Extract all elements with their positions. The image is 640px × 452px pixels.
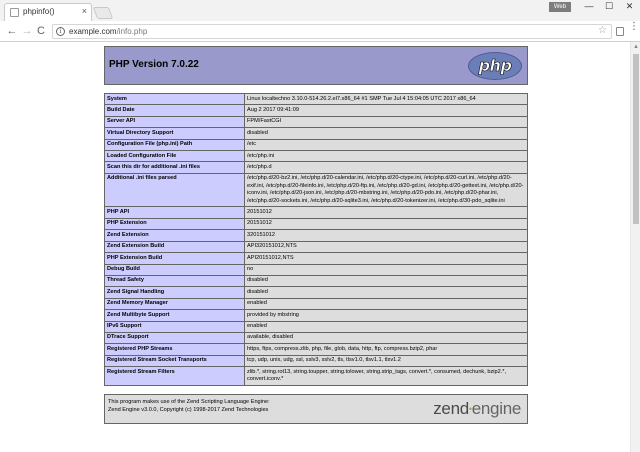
table-row	[105, 298, 528, 309]
site-info-icon[interactable]: i	[56, 27, 65, 36]
config-key: Server API	[105, 116, 245, 127]
config-value: /etc/php.d	[245, 162, 528, 173]
table-row	[105, 94, 528, 105]
page-scrollbar[interactable]	[630, 42, 640, 452]
config-key: PHP Extension Build	[105, 253, 245, 264]
table-row	[105, 332, 528, 343]
config-key: Virtual Directory Support	[105, 128, 245, 139]
config-value: FPM/FastCGI	[245, 116, 528, 127]
config-key: Additional .ini files parsed	[105, 173, 245, 207]
table-row	[105, 321, 528, 332]
config-value: Linux localtechno 3.10.0-514.26.2.el7.x86_64 #1 SMP Tue Jul 4 15:04:05 UTC 2017 x86_64	[245, 94, 528, 105]
browser-menu-icon[interactable]: ⋮	[629, 21, 639, 32]
config-key: Build Date	[105, 105, 245, 116]
php-version-header	[104, 46, 528, 85]
browser-toolbar	[0, 21, 640, 42]
config-key: System	[105, 94, 245, 105]
config-key: Thread Safety	[105, 275, 245, 286]
config-value: 20151012	[245, 207, 528, 218]
config-value: API320151012,NTS	[245, 241, 528, 252]
table-row	[105, 253, 528, 264]
config-key: Zend Signal Handling	[105, 287, 245, 298]
table-row	[105, 344, 528, 355]
table-row	[105, 355, 528, 366]
config-key: Registered Stream Filters	[105, 367, 245, 386]
config-key: PHP Extension	[105, 218, 245, 229]
maximize-window-button[interactable]: ☐	[604, 1, 614, 11]
back-arrow-icon[interactable]: ←	[6, 25, 18, 37]
scroll-up-arrow-icon[interactable]: ▲	[633, 44, 639, 50]
config-value: https, ftps, compress.zlib, php, file, glob, data, http, ftp, compress.bzip2, phar	[245, 344, 528, 355]
forward-arrow-icon[interactable]: →	[21, 25, 33, 37]
config-value: no	[245, 264, 528, 275]
config-key: Scan this dir for additional .ini files	[105, 162, 245, 173]
phpinfo-content	[104, 46, 528, 424]
table-row	[105, 287, 528, 298]
table-row	[105, 151, 528, 162]
config-value: tcp, udp, unix, udg, ssl, sslv3, sslv2, tls, tlsv1.0, tlsv1.1, tlsv1.2	[245, 355, 528, 366]
config-value: Aug 2 2017 09:41:09	[245, 105, 528, 116]
table-row	[105, 218, 528, 229]
tab-strip	[0, 0, 640, 21]
config-value: 20151012	[245, 218, 528, 229]
extension-icon[interactable]	[616, 27, 624, 36]
close-window-button[interactable]: ✕	[625, 1, 634, 11]
config-value: /etc/php.ini	[245, 151, 528, 162]
table-row	[105, 241, 528, 252]
zend-logo-dot-icon: •	[468, 403, 472, 414]
config-value: available, disabled	[245, 332, 528, 343]
config-value: /etc/php.d/20-bz2.ini, /etc/php.d/20-calendar.ini, /etc/php.d/20-ctype.ini, /etc/php.d/20-curl.ini, /etc/php.d/20-exif.ini, /etc/php.d/20-fileinfo.ini, /etc/php.d/20-ftp.ini, /etc/php.d/20-gd.ini, /etc/php.d/20-gettext.ini, /etc/php.d/20-iconv.ini, /etc/php.d/20-json.ini, /etc/php.d/20-mbstring.ini, /etc/php.d/20-pdo.ini, /etc/php.d/20-phar.ini, /etc/php.d/20-sockets.ini, /etc/php.d/20-sqlite3.ini, /etc/php.d/20-tokenizer.ini, /etc/php.d/30-pdo_sqlite.ini	[245, 173, 528, 207]
new-tab-button[interactable]	[93, 7, 113, 19]
footer-line-1: This program makes use of the Zend Scripting Language Engine:	[108, 398, 270, 405]
table-row	[105, 139, 528, 150]
table-row	[105, 310, 528, 321]
config-key: Configuration File (php.ini) Path	[105, 139, 245, 150]
zend-engine-footer	[104, 394, 528, 424]
page-favicon-icon	[10, 8, 19, 17]
config-key: PHP API	[105, 207, 245, 218]
table-row	[105, 105, 528, 116]
config-value: zlib.*, string.rot13, string.toupper, string.tolower, string.strip_tags, convert.*, consumed, dechunk, bzip2.*, convert.iconv.*	[245, 367, 528, 386]
url-path: /info.php	[116, 27, 148, 36]
page-viewport	[0, 42, 630, 452]
config-value: /etc	[245, 139, 528, 150]
address-url[interactable]	[69, 27, 147, 36]
config-key: Debug Build	[105, 264, 245, 275]
table-row	[105, 230, 528, 241]
table-row	[105, 128, 528, 139]
table-row	[105, 173, 528, 207]
config-key: Loaded Configuration File	[105, 151, 245, 162]
zend-engine-logo[interactable]	[433, 399, 521, 419]
config-value: enabled	[245, 298, 528, 309]
config-key: Zend Multibyte Support	[105, 310, 245, 321]
page-title: PHP Version 7.0.22	[109, 59, 199, 70]
config-value: provided by mbstring	[245, 310, 528, 321]
config-value: disabled	[245, 275, 528, 286]
tab-title: phpinfo()	[23, 7, 55, 16]
table-row	[105, 264, 528, 275]
config-value: 320151012	[245, 230, 528, 241]
config-key: Registered PHP Streams	[105, 344, 245, 355]
config-value: enabled	[245, 321, 528, 332]
profile-badge[interactable]: Web	[549, 2, 571, 12]
url-host: example.com	[69, 27, 117, 36]
table-row	[105, 162, 528, 173]
minimize-window-button[interactable]: —	[584, 1, 594, 11]
config-value: disabled	[245, 287, 528, 298]
table-row	[105, 275, 528, 286]
tab-close-icon[interactable]: ×	[81, 6, 87, 16]
reload-icon[interactable]: C	[37, 25, 45, 37]
bookmark-star-icon[interactable]: ☆	[598, 25, 607, 36]
php-logo[interactable]	[468, 52, 522, 80]
config-value: disabled	[245, 128, 528, 139]
zend-logo-word: zend	[433, 398, 469, 418]
php-logo-text: php	[478, 56, 512, 75]
config-key: DTrace Support	[105, 332, 245, 343]
config-key: Zend Extension Build	[105, 241, 245, 252]
config-key: Zend Memory Manager	[105, 298, 245, 309]
scrollbar-thumb[interactable]	[633, 54, 639, 224]
table-row	[105, 367, 528, 386]
table-row	[105, 207, 528, 218]
table-row	[105, 116, 528, 127]
config-key: Zend Extension	[105, 230, 245, 241]
config-key: Registered Stream Socket Transports	[105, 355, 245, 366]
browser-tab[interactable]	[4, 3, 92, 21]
footer-line-2: Zend Engine v3.0.0, Copyright (c) 1998-2017 Zend Technologies	[108, 406, 269, 413]
php-info-table	[104, 93, 528, 386]
config-value: API20151012,NTS	[245, 253, 528, 264]
config-key: IPv6 Support	[105, 321, 245, 332]
footer-text	[108, 399, 270, 414]
engine-logo-word: engine	[471, 398, 521, 418]
address-bar[interactable]	[52, 24, 612, 39]
